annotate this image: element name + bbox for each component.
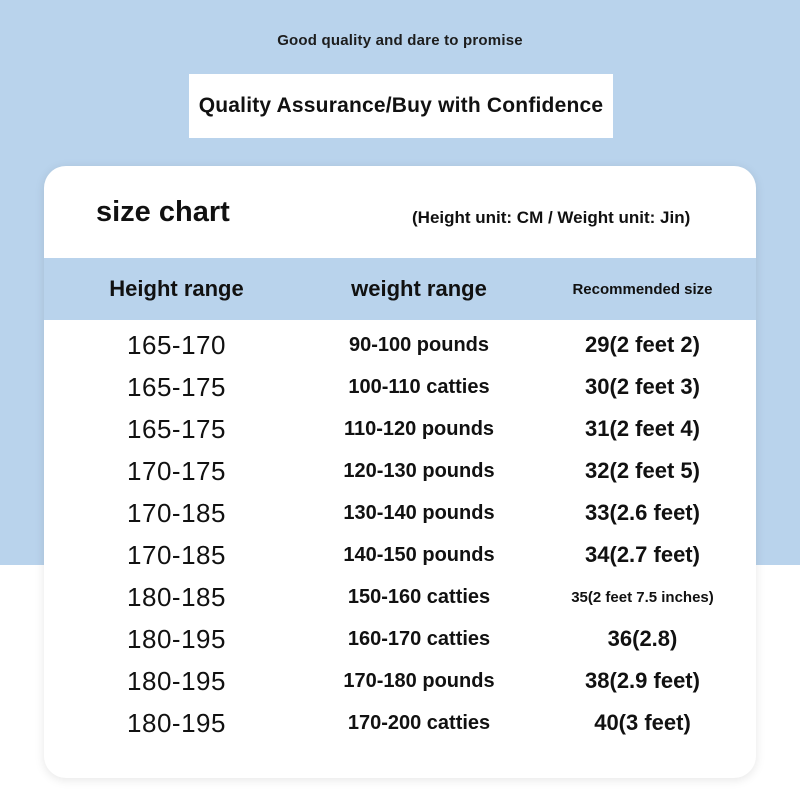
cell-weight: 90-100 pounds [348,333,490,356]
cell-weight: 110-120 pounds [343,417,495,440]
cell-weight: 160-170 catties [347,627,491,650]
cell-height: 170-185 [127,539,226,570]
table-row [44,492,756,534]
cell-weight: 170-200 catties [347,711,491,734]
cell-height: 180-185 [127,581,226,612]
cell-height: 180-195 [127,707,226,738]
cell-size: 35(2 feet 7.5 inches) [571,588,714,606]
cell-height: 180-195 [127,623,226,654]
cell-size: 32(2 feet 5) [585,458,700,483]
cell-height: 165-175 [127,371,226,402]
cell-weight: 120-130 pounds [343,459,495,482]
cell-weight: 140-150 pounds [343,543,495,566]
cell-weight: 150-160 catties [347,585,491,608]
cell-size: 38(2.9 feet) [585,668,700,693]
table-row [44,576,756,618]
tagline-text: Good quality and dare to promise [277,32,523,49]
cell-height: 170-175 [127,455,226,486]
table-row [44,366,756,408]
table-row [44,408,756,450]
table-row [44,534,756,576]
cell-size: 31(2 feet 4) [585,416,700,441]
cell-height: 180-195 [127,665,226,696]
cell-weight: 100-110 catties [348,375,490,398]
units-note: (Height unit: CM / Weight unit: Jin) [412,208,691,227]
table-row [44,450,756,492]
table-row [44,324,756,366]
cell-height: 170-185 [127,497,226,528]
table-row [44,702,756,744]
column-header-size: Recommended size [572,280,713,298]
table-row [44,660,756,702]
cell-size: 36(2.8) [607,626,678,651]
table-row [44,618,756,660]
assurance-banner [189,74,613,138]
column-header-height: Height range [109,276,244,301]
cell-size: 34(2.7 feet) [585,542,700,567]
cell-size: 29(2 feet 2) [585,332,700,357]
column-header-weight: weight range [351,276,487,301]
cell-height: 165-175 [127,413,226,444]
cell-weight: 170-180 pounds [343,669,495,692]
cell-size: 30(2 feet 3) [585,374,700,399]
cell-size: 40(3 feet) [594,710,691,735]
page-title: size chart [96,196,230,228]
cell-height: 165-170 [127,329,226,360]
cell-weight: 130-140 pounds [343,501,495,524]
assurance-banner-text: Quality Assurance/Buy with Confidence [198,94,604,117]
size-chart-card [44,166,756,778]
card-header [44,166,756,258]
table-header-row [44,258,756,320]
cell-size: 33(2.6 feet) [585,500,700,525]
table-body [44,320,756,744]
